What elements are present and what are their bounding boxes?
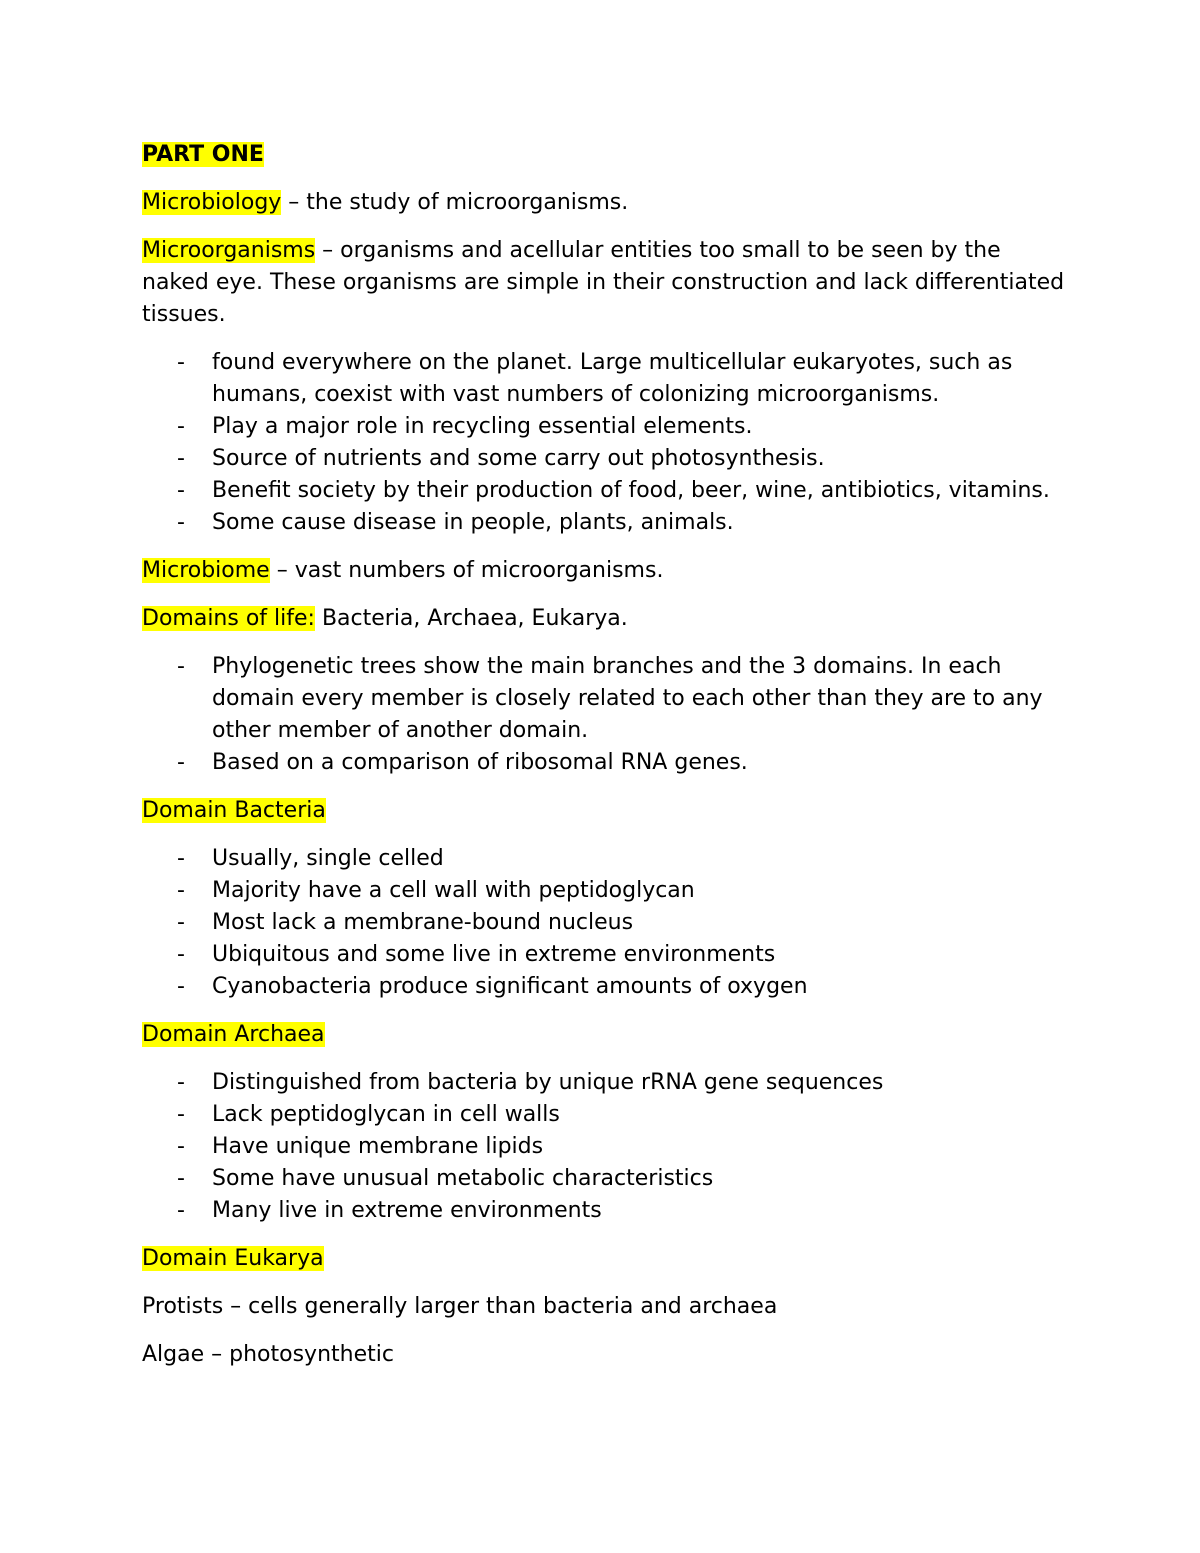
archaea-heading [142,1019,1072,1051]
part-heading [142,139,1072,171]
list-item: - Based on a comparison of ribosomal RNA genes. [142,747,1072,779]
list-item: - Phylogenetic trees show the main branches and the 3 domains. In each domain every member is closely related to each other than they are to any other member of another domain. [142,651,1072,747]
list-item: - Ubiquitous and some live in extreme environments [142,939,1072,971]
microbiome-text: – vast numbers of microorganisms. [269,558,664,583]
microbiology-definition [142,187,1072,219]
algae-definition: Algae – photosynthetic [142,1342,394,1367]
bacteria-list [142,843,1072,1003]
microbiology-text: – the study of microorganisms. [281,190,629,215]
domains-list [142,651,1072,779]
domains-definition [142,603,1072,635]
archaea-list [142,1067,1072,1227]
microbiome-definition [142,555,1072,587]
eukarya-heading-text: Domain Eukarya [142,1246,324,1271]
domains-term: Domains of life: [142,606,315,631]
microbiology-term: Microbiology [142,190,282,215]
list-item: - Distinguished from bacteria by unique rRNA gene sequences [142,1067,1072,1099]
list-item: - Source of nutrients and some carry out photosynthesis. [142,443,1072,475]
part-heading-text: PART ONE [142,142,264,167]
eukarya-heading [142,1243,1072,1275]
archaea-heading-text: Domain Archaea [142,1022,325,1047]
list-item: - Some cause disease in people, plants, animals. [142,507,1072,539]
list-item: - Usually, single celled [142,843,1072,875]
list-item: - Cyanobacteria produce significant amounts of oxygen [142,971,1072,1003]
list-item: - Most lack a membrane-bound nucleus [142,907,1072,939]
protists-definition: Protists – cells generally larger than bacteria and archaea [142,1294,778,1319]
domains-text: Bacteria, Archaea, Eukarya. [314,606,628,631]
document-page [142,139,1072,1387]
list-item: - Majority have a cell wall with peptidoglycan [142,875,1072,907]
list-item: - Benefit society by their production of food, beer, wine, antibiotics, vitamins. [142,475,1072,507]
list-item: - Have unique membrane lipids [142,1131,1072,1163]
microorganisms-text: – organisms and acellular entities too small to be seen by the naked eye. These organisms are simple in their construction and lack differentiated tissues. [142,238,1065,327]
list-item: - Some have unusual metabolic characteristics [142,1163,1072,1195]
bacteria-heading [142,795,1072,827]
list-item: - Many live in extreme environments [142,1195,1072,1227]
microorganisms-list [142,347,1072,539]
microorganisms-definition [142,235,1072,331]
list-item: - Play a major role in recycling essential elements. [142,411,1072,443]
list-item: - found everywhere on the planet. Large multicellular eukaryotes, such as humans, coexist with vast numbers of colonizing microorganisms. [142,347,1072,411]
microbiome-term: Microbiome [142,558,270,583]
bacteria-heading-text: Domain Bacteria [142,798,326,823]
microorganisms-term: Microorganisms [142,238,316,263]
list-item: - Lack peptidoglycan in cell walls [142,1099,1072,1131]
